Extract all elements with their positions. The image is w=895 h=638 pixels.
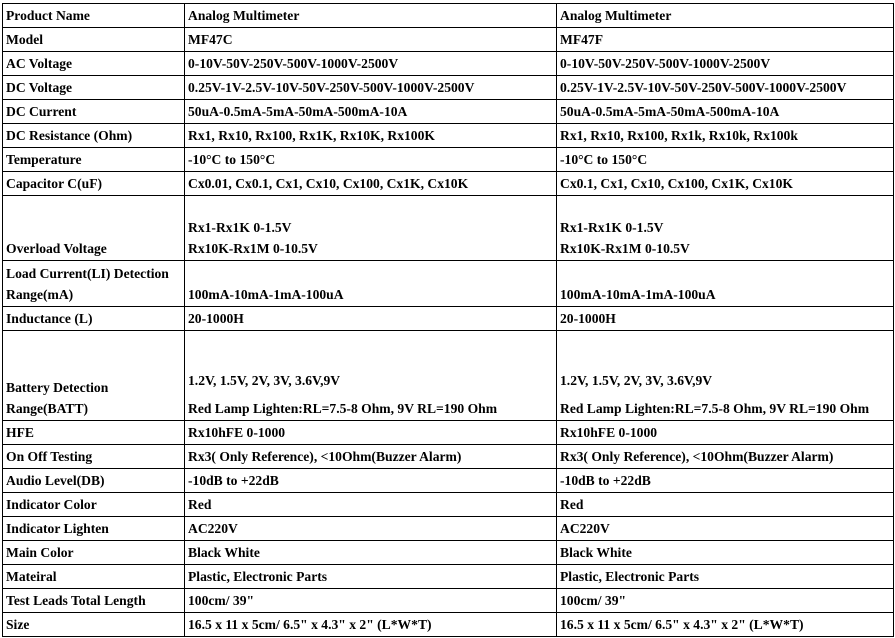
row-label: Indicator Lighten — [3, 517, 185, 541]
value-line: -10°C to 150°C — [188, 152, 276, 167]
table-row — [3, 469, 894, 493]
spec-value-mf47c — [185, 172, 557, 196]
spec-value-mf47c — [185, 517, 557, 541]
value-line: Analog Multimeter — [560, 8, 672, 23]
row-label: Overload Voltage — [3, 196, 185, 261]
value-line: -10°C to 150°C — [560, 152, 648, 167]
table-row — [3, 613, 894, 637]
row-label: DC Current — [3, 100, 185, 124]
table-row — [3, 331, 894, 421]
value-line: Red Lamp Lighten:RL=7.5-8 Ohm, 9V RL=190 Ohm — [188, 401, 498, 416]
spec-value-mf47f — [557, 76, 894, 100]
value-line: 100cm/ 39" — [188, 593, 255, 608]
value-line: 0-10V-50V-250V-500V-1000V-2500V — [188, 56, 399, 71]
row-label: Battery Detection Range(BATT) — [3, 331, 185, 421]
value-line: Rx1, Rx10, Rx100, Rx1k, Rx10k, Rx100k — [560, 128, 798, 143]
spec-value-mf47c — [185, 196, 557, 261]
spec-value-mf47f — [557, 613, 894, 637]
value-line: Rx10K-Rx1M 0-10.5V — [188, 241, 318, 256]
value-line: 20-1000H — [188, 311, 244, 326]
table-row — [3, 4, 894, 28]
spec-value-mf47f — [557, 148, 894, 172]
value-line: 100cm/ 39" — [560, 593, 627, 608]
row-label: On Off Testing — [3, 445, 185, 469]
table-row — [3, 261, 894, 307]
spec-value-mf47c — [185, 493, 557, 517]
value-line: Analog Multimeter — [188, 8, 300, 23]
spec-value-mf47c — [185, 100, 557, 124]
row-label: HFE — [3, 421, 185, 445]
row-label: Model — [3, 28, 185, 52]
spec-value-mf47f — [557, 196, 894, 261]
table-row — [3, 172, 894, 196]
value-line: 0.25V-1V-2.5V-10V-50V-250V-500V-1000V-2500V — [188, 80, 475, 95]
spec-value-mf47f — [557, 565, 894, 589]
table-row — [3, 100, 894, 124]
spec-value-mf47f — [557, 331, 894, 421]
value-line: Rx1-Rx1K 0-1.5V — [188, 220, 292, 235]
value-line: 0-10V-50V-250V-500V-1000V-2500V — [560, 56, 771, 71]
spec-value-mf47f — [557, 261, 894, 307]
line-gap — [188, 391, 553, 398]
table-row — [3, 76, 894, 100]
table-row — [3, 421, 894, 445]
spec-value-mf47c — [185, 541, 557, 565]
value-line: -10dB to +22dB — [188, 473, 279, 488]
spec-value-mf47f — [557, 172, 894, 196]
table-row — [3, 307, 894, 331]
spec-value-mf47c — [185, 28, 557, 52]
row-label: Capacitor C(uF) — [3, 172, 185, 196]
value-line: Cx0.1, Cx1, Cx10, Cx100, Cx1K, Cx10K — [560, 176, 793, 191]
value-line: 1.2V, 1.5V, 2V, 3V, 3.6V,9V — [188, 373, 341, 388]
spec-value-mf47f — [557, 124, 894, 148]
row-label: Mateiral — [3, 565, 185, 589]
value-line: Rx10K-Rx1M 0-10.5V — [560, 241, 690, 256]
row-label: Temperature — [3, 148, 185, 172]
table-row — [3, 493, 894, 517]
value-line: 50uA-0.5mA-5mA-50mA-500mA-10A — [188, 104, 408, 119]
spec-value-mf47c — [185, 589, 557, 613]
spec-value-mf47c — [185, 421, 557, 445]
spec-value-mf47c — [185, 4, 557, 28]
table-row — [3, 517, 894, 541]
value-line: Cx0.01, Cx0.1, Cx1, Cx10, Cx100, Cx1K, Cx10K — [188, 176, 469, 191]
row-label: AC Voltage — [3, 52, 185, 76]
spec-value-mf47f — [557, 52, 894, 76]
row-label: DC Voltage — [3, 76, 185, 100]
table-row — [3, 565, 894, 589]
value-line: Rx3( Only Reference), <10Ohm(Buzzer Alarm) — [560, 449, 834, 464]
value-line: 20-1000H — [560, 311, 616, 326]
value-line: 16.5 x 11 x 5cm/ 6.5" x 4.3" x 2" (L*W*T) — [560, 617, 804, 632]
spec-value-mf47f — [557, 100, 894, 124]
value-line: Black White — [188, 545, 260, 560]
spec-value-mf47c — [185, 76, 557, 100]
spec-value-mf47c — [185, 261, 557, 307]
spec-value-mf47f — [557, 589, 894, 613]
value-line: Plastic, Electronic Parts — [188, 569, 328, 584]
value-line: 0.25V-1V-2.5V-10V-50V-250V-500V-1000V-2500V — [560, 80, 847, 95]
value-line: MF47F — [560, 32, 604, 47]
table-row — [3, 445, 894, 469]
table-row — [3, 541, 894, 565]
value-line: MF47C — [188, 32, 233, 47]
row-label: Size — [3, 613, 185, 637]
spec-table-body — [3, 4, 894, 637]
spec-value-mf47c — [185, 148, 557, 172]
spec-value-mf47f — [557, 493, 894, 517]
table-row — [3, 196, 894, 261]
row-label: Product Name — [3, 4, 185, 28]
value-line: Rx3( Only Reference), <10Ohm(Buzzer Alarm) — [188, 449, 462, 464]
table-row — [3, 589, 894, 613]
value-line: 100mA-10mA-1mA-100uA — [560, 287, 716, 302]
spec-value-mf47c — [185, 445, 557, 469]
spec-value-mf47f — [557, 421, 894, 445]
spec-value-mf47f — [557, 541, 894, 565]
spec-value-mf47c — [185, 565, 557, 589]
table-row — [3, 52, 894, 76]
value-line: Red — [560, 497, 584, 512]
value-line: 100mA-10mA-1mA-100uA — [188, 287, 344, 302]
spec-value-mf47c — [185, 331, 557, 421]
spec-value-mf47c — [185, 52, 557, 76]
spec-value-mf47c — [185, 613, 557, 637]
value-line: -10dB to +22dB — [560, 473, 651, 488]
value-line: AC220V — [188, 521, 238, 536]
value-line: AC220V — [560, 521, 610, 536]
spec-value-mf47f — [557, 307, 894, 331]
row-label: Audio Level(DB) — [3, 469, 185, 493]
value-line: Plastic, Electronic Parts — [560, 569, 700, 584]
value-line: Rx10hFE 0-1000 — [188, 425, 286, 440]
spec-value-mf47f — [557, 28, 894, 52]
spec-value-mf47f — [557, 4, 894, 28]
value-line: Red — [188, 497, 212, 512]
row-label: Main Color — [3, 541, 185, 565]
value-line: Rx1-Rx1K 0-1.5V — [560, 220, 664, 235]
row-label: Indicator Color — [3, 493, 185, 517]
value-line: Black White — [560, 545, 632, 560]
row-label: Load Current(LI) Detection Range(mA) — [3, 261, 185, 307]
value-line: Rx1, Rx10, Rx100, Rx1K, Rx10K, Rx100K — [188, 128, 435, 143]
value-line: 50uA-0.5mA-5mA-50mA-500mA-10A — [560, 104, 780, 119]
value-line: Rx10hFE 0-1000 — [560, 425, 658, 440]
spec-value-mf47f — [557, 517, 894, 541]
line-gap — [560, 391, 890, 398]
spec-value-mf47f — [557, 469, 894, 493]
row-label: Inductance (L) — [3, 307, 185, 331]
spec-value-mf47c — [185, 469, 557, 493]
table-row — [3, 124, 894, 148]
value-line: 16.5 x 11 x 5cm/ 6.5" x 4.3" x 2" (L*W*T) — [188, 617, 432, 632]
table-row — [3, 28, 894, 52]
spec-value-mf47c — [185, 124, 557, 148]
spec-value-mf47c — [185, 307, 557, 331]
spec-value-mf47f — [557, 445, 894, 469]
row-label: DC Resistance (Ohm) — [3, 124, 185, 148]
row-label: Test Leads Total Length — [3, 589, 185, 613]
table-row — [3, 148, 894, 172]
value-line: Red Lamp Lighten:RL=7.5-8 Ohm, 9V RL=190 Ohm — [560, 401, 870, 416]
spec-table — [2, 3, 894, 637]
value-line: 1.2V, 1.5V, 2V, 3V, 3.6V,9V — [560, 373, 713, 388]
